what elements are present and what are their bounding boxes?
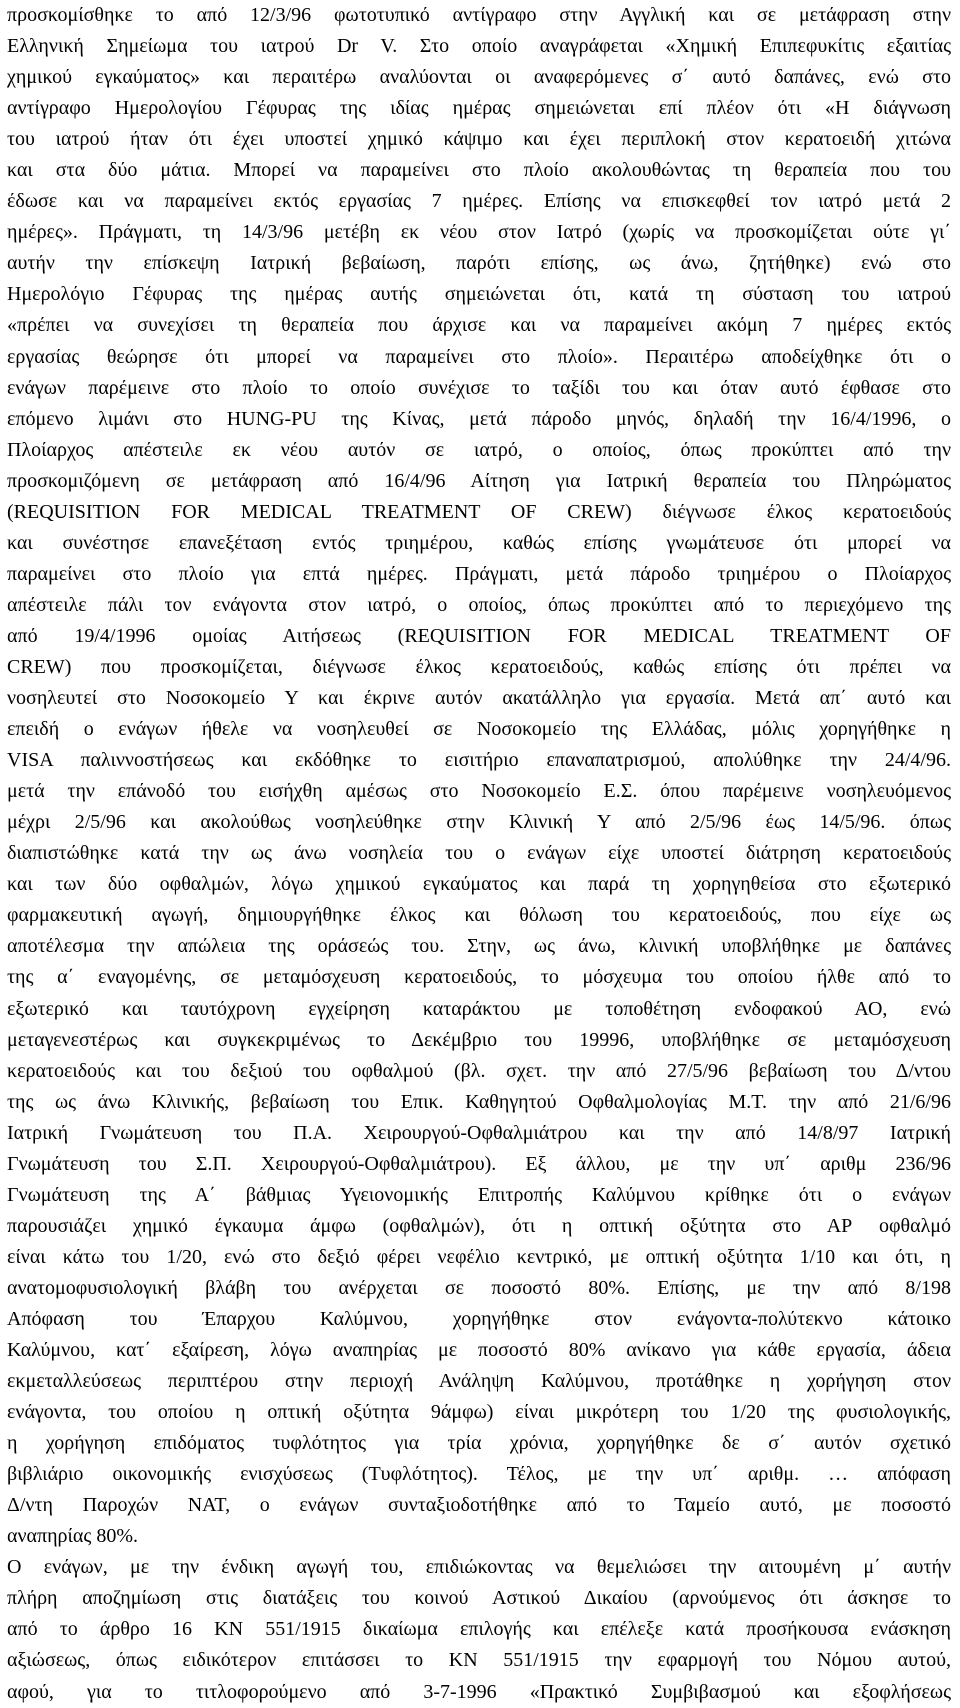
text-line: αξιώσεως, όπως ειδικότερον επιτάσσει το ΚΝ 551/1915 την εφαρμογή του Νόμου αυτού, xyxy=(7,1649,951,1672)
text-line: μεταγενεστέρως και συγκεκριμένως το Δεκέμβριο του 19996, υποβλήθηκε σε μεταμόσχευση xyxy=(7,1028,951,1051)
text-line: Ο ενάγων, με την ένδικη αγωγή του, επιδιώκοντας να θεμελιώσει την αιτουμένη μ΄ αυτήν xyxy=(7,1556,951,1579)
text-line: προσκομίσθηκε το από 12/3/96 φωτοτυπικό αντίγραφο στην Αγγλική και σε μετάφραση στην xyxy=(7,4,951,26)
text-line: εργασίας θεώρησε ότι μπορεί να παραμείνει στο πλοίο». Περαιτέρω αποδείχθηκε ότι ο xyxy=(7,345,951,368)
text-line: (REQUISITION FOR MEDICAL TREATMENT OF CREW) διέγνωσε έλκος κερατοειδούς xyxy=(7,500,951,523)
text-line: βιβλιάριο οικονομικής ενισχύσεως (Τυφλότητος). Τέλος, με την υπ΄ αριθμ. … απόφαση xyxy=(7,1463,951,1486)
text-line: Γνωμάτευση της Α΄ βάθμιας Υγειονομικής Επιτροπής Καλύμνου κρίθηκε ότι ο ενάγων xyxy=(7,1183,951,1206)
text-line: ενάγων παρέμεινε στο πλοίο το οποίο συνέχισε το ταξίδι του και όταν αυτό έφθασε στο xyxy=(7,376,951,399)
text-line: εξωτερικό και ταυτόχρονη εγχείρηση καταράκτου με τοποθέτηση ενδοφακού ΑΟ, ενώ xyxy=(7,997,951,1020)
text-line: διαπιστώθηκε κατά την ως άνω νοσηλεία του ο ενάγων είχε υποστεί διάτρηση κερατοειδούς xyxy=(7,842,951,865)
text-line: φαρμακευτική αγωγή, δημιουργήθηκε έλκος και θόλωση του κερατοειδούς, που είχε ως xyxy=(7,904,951,927)
text-line: αντίγραφο Ημερολογίου Γέφυρας της ιδίας ημέρας σημειώνεται επί πλέον ότι «Η διάγνωση xyxy=(7,97,951,120)
text-line: απέστειλε πάλι τον ενάγοντα στον ιατρό, ο οποίος, όπως προκύπτει από το περιεχόμενο της xyxy=(7,593,951,616)
text-line: Γνωμάτευση του Σ.Π. Χειρουργού-Οφθαλμιάτρου). Εξ άλλου, με την υπ΄ αριθμ 236/96 xyxy=(7,1152,951,1175)
text-line: νοσηλευτεί στο Νοσοκομείο Υ και έκρινε αυτόν ακατάλληλο για εργασία. Μετά απ΄ αυτό και xyxy=(7,687,951,710)
text-line: VISA παλιννοστήσεως και εκδόθηκε το εισιτήριο επαναπατρισμού, απολύθηκε την 24/4/96. xyxy=(7,749,951,772)
text-line: είναι κάτω του 1/20, ενώ στο δεξιό φέρει νεφέλιο κεντρικό, με οπτική οξύτητα 1/10 και ότι, η xyxy=(7,1245,951,1268)
text-line: παρουσιάζει χημικό έγκαυμα άμφω (οφθαλμών), ότι η οπτική οξύτητα στο ΑΡ οφθαλμό xyxy=(7,1214,951,1237)
text-line: πλήρη αποζημίωση στις διατάξεις του κοινού Αστικού Δικαίου (αρνούμενος ότι άσκησε το xyxy=(7,1587,951,1610)
text-line: η χορήγηση επιδόματος τυφλότητος για τρία χρόνια, χορηγήθηκε δε σ΄ αυτόν σχετικό xyxy=(7,1432,951,1455)
text-line: Ελληνική Σημείωμα του ιατρού Dr V. Στο οποίο αναγράφεται «Χημική Επιπεφυκίτις εξαιτίας xyxy=(7,35,951,58)
text-line: αυτήν την επίσκεψη Ιατρική βεβαίωση, παρότι επίσης, ως άνω, ζητήθηκε) ενώ στο xyxy=(7,252,951,275)
text-line: μετά την επάνοδό του εισήχθη αμέσως στο Νοσοκομείο Ε.Σ. όπου παρέμεινε νοσηλευόμενος xyxy=(7,780,951,803)
text-line: αναπηρίας 80%. xyxy=(7,1525,138,1548)
text-line: «πρέπει να συνεχίσει τη θεραπεία που άρχισε και να παραμείνει ακόμη 7 ημέρες εκτός xyxy=(7,314,951,337)
text-line: Δ/ντη Παροχών ΝΑΤ, ο ενάγων συνταξιοδοτήθηκε από το Ταμείο αυτό, με ποσοστό xyxy=(7,1494,951,1517)
text-line: ημέρες». Πράγματι, τη 14/3/96 μετέβη εκ νέου στον Ιατρό (χωρίς να προσκομίζεται ούτε γι΄ xyxy=(7,221,951,244)
text-line: CREW) που προσκομίζεται, διέγνωσε έλκος κερατοειδούς, καθώς επίσης ότι πρέπει να xyxy=(7,655,951,678)
text-line: από το άρθρο 16 ΚΝ 551/1915 δικαίωμα επιλογής και επέλεξε κατά προσήκουσα ενάσκηση xyxy=(7,1618,951,1641)
text-line: Απόφαση του Έπαρχου Καλύμνου, χορηγήθηκε στον ενάγοντα-πολύτεκνο κάτοικο xyxy=(7,1307,951,1330)
text-line: χημικού εγκαύματος» και περαιτέρω αναλύονται οι αναφερόμενες σ΄ αυτό δαπάνες, ενώ στο xyxy=(7,66,951,89)
text-line: του ιατρού ήταν ότι έχει υποστεί χημικό κάψιμο και έχει περιπλοκή στον κερατοειδή χιτώνα xyxy=(7,128,951,151)
text-line: επειδή ο ενάγων ήθελε να νοσηλευθεί σε Νοσοκομείο της Ελλάδας, μόλις χορηγήθηκε η xyxy=(7,718,951,741)
text-line: της ως άνω Κλινικής, βεβαίωση του Επικ. Καθηγητού Οφθαλμολογίας Μ.Τ. την από 21/6/96 xyxy=(7,1090,951,1113)
text-line: αποτέλεσμα την απώλεια της οράσεώς του. Στην, ως άνω, κλινική υποβλήθηκε με δαπάνες xyxy=(7,935,951,958)
text-line: προσκομιζόμενη σε μετάφραση από 16/4/96 Αίτηση για Ιατρική θεραπεία του Πληρώματος xyxy=(7,469,951,492)
text-line: μέχρι 2/5/96 και ακολούθως νοσηλεύθηκε στην Κλινική Υ από 2/5/96 έως 14/5/96. όπως xyxy=(7,811,951,834)
text-line: της α΄ εναγομένης, σε μεταμόσχευση κερατοειδούς, το μόσχευμα του οποίου ήλθε από το xyxy=(7,966,951,989)
text-line: από 19/4/1996 ομοίας Αιτήσεως (REQUISITION FOR MEDICAL TREATMENT OF xyxy=(7,624,951,647)
text-line: και των δύο οφθαλμών, λόγω χημικού εγκαύματος και παρά τη χορηγηθείσα στο εξωτερικό xyxy=(7,873,951,896)
text-line: αφού, για το τιτλοφορούμενο από 3-7-1996 «Πρακτικό Συμβιβασμού και εξοφλήσεως xyxy=(7,1680,951,1703)
text-line: έδωσε και να παραμείνει εκτός εργασίας 7 ημέρες. Επίσης να επισκεφθεί τον ιατρό μετά 2 xyxy=(7,190,951,213)
text-line: εκμεταλλεύσεως περιπτέρου στην περιοχή Ανάληψη Καλύμνου, προτάθηκε η χορήγηση στον xyxy=(7,1370,951,1393)
text-line: κερατοειδούς και του δεξιού του οφθαλμού (βλ. σχετ. την από 27/5/96 βεβαίωση του Δ/ντου xyxy=(7,1059,951,1082)
text-line: επόμενο λιμάνι στο HUNG-PU της Κίνας, μετά πάροδο μηνός, δηλαδή την 16/4/1996, ο xyxy=(7,407,951,430)
text-line: Ιατρική Γνωμάτευση του Π.Α. Χειρουργού-Οφθαλμιάτρου και την από 14/8/97 Ιατρική xyxy=(7,1121,951,1144)
text-line: και συνέστησε επανεξέταση εντός τριημέρου, καθώς επίσης γνωμάτευσε ότι μπορεί να xyxy=(7,531,951,554)
text-line: παραμείνει στο πλοίο για επτά ημέρες. Πράγματι, μετά πάροδο τριημέρου ο Πλοίαρχος xyxy=(7,562,951,585)
text-line: Καλύμνου, κατ΄ εξαίρεση, λόγω αναπηρίας με ποσοστό 80% ανίκανο για κάθε εργασία, άδεια xyxy=(7,1339,951,1362)
text-line: και στα δύο μάτια. Μπορεί να παραμείνει στο πλοίο ακολουθώντας τη θεραπεία που του xyxy=(7,159,951,182)
text-line: Πλοίαρχος απέστειλε εκ νέου αυτόν σε ιατρό, ο οποίος, όπως προκύπτει από την xyxy=(7,438,951,461)
text-line: ανατομοφυσιολογική βλάβη του ανέρχεται σε ποσοστό 80%. Επίσης, με την από 8/198 xyxy=(7,1276,951,1299)
text-line: ενάγοντα, του οποίου η οπτική οξύτητα 9άμφω) είναι μικρότερη του 1/20 της φυσιολογικής, xyxy=(7,1401,951,1424)
text-line: Ημερολόγιο Γέφυρας της ημέρας αυτής σημειώνεται ότι, κατά τη σύσταση του ιατρού xyxy=(7,283,951,306)
